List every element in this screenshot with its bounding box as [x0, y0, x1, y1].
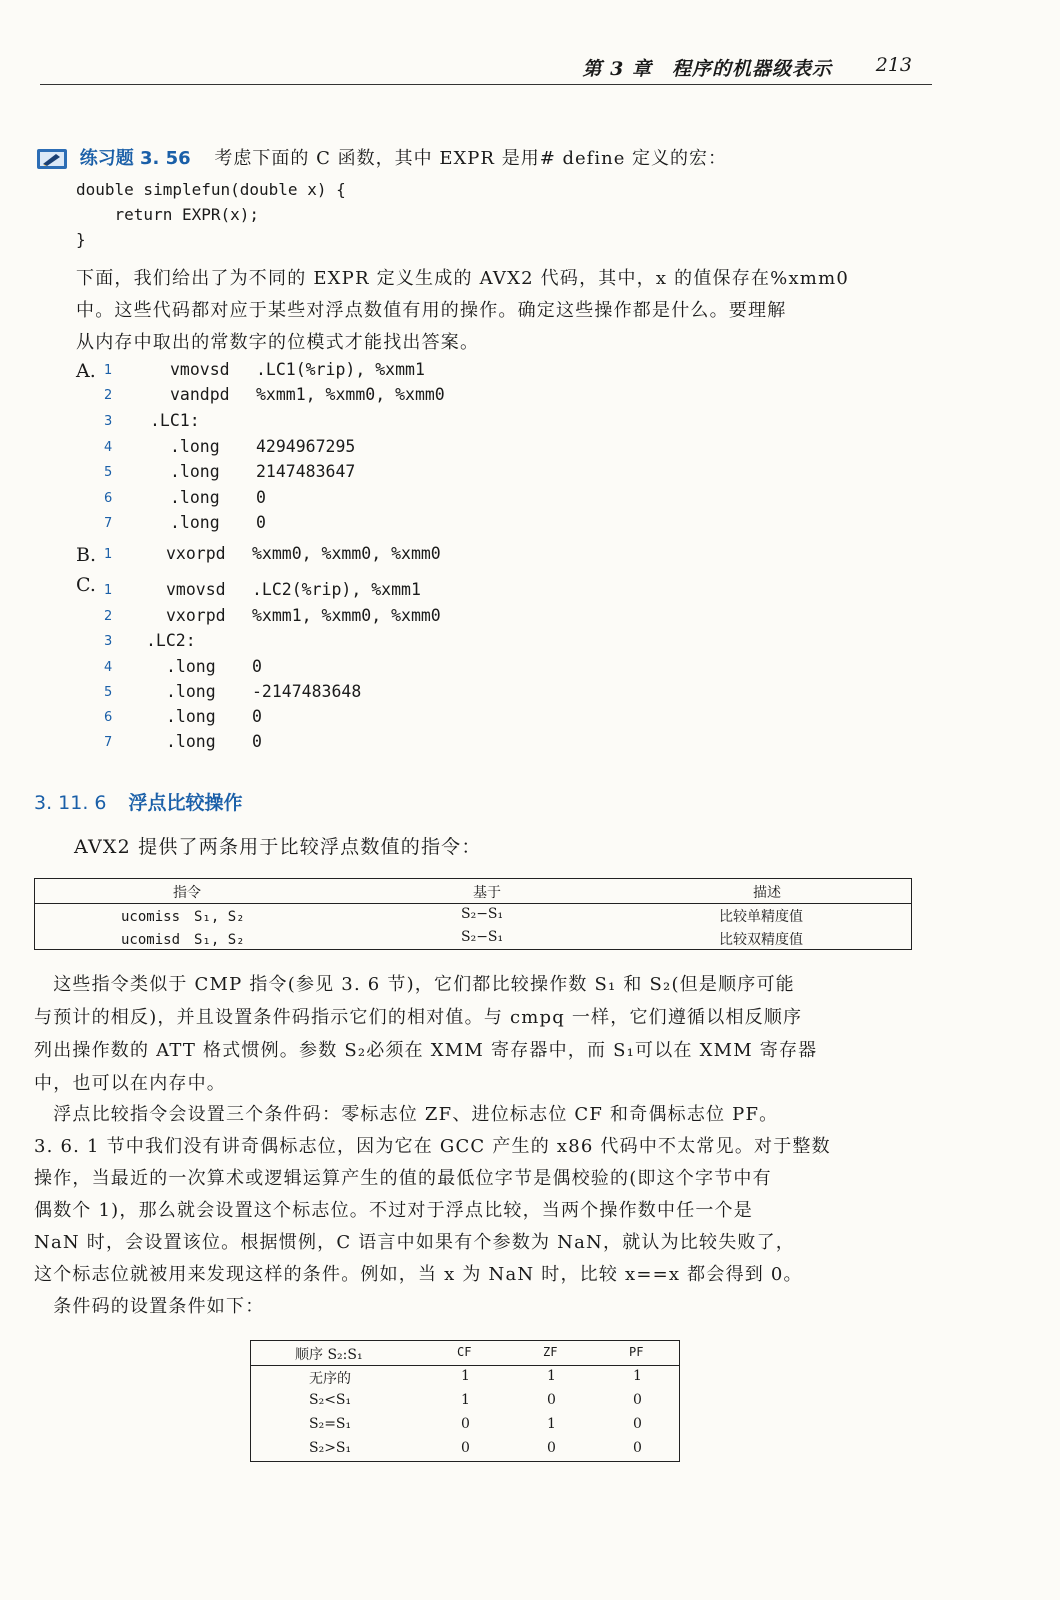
chapter-title: 第 3 章 程序的机器级表示 — [582, 58, 832, 80]
asm-args: 0 — [256, 513, 266, 532]
asm-op: .long — [166, 682, 216, 701]
table-header: CF — [457, 1345, 472, 1359]
table-header-row — [35, 879, 911, 904]
table-header: ZF — [543, 1345, 558, 1359]
table-cell: 比较单精度值 — [719, 909, 803, 925]
asm-args: 0 — [252, 707, 262, 726]
condition-code-table — [250, 1340, 680, 1462]
table-cell: S₂−S₁ — [461, 929, 504, 945]
line-number: 7 — [104, 735, 113, 750]
asm-op: .long — [170, 513, 220, 532]
pencil-exercise-icon — [36, 147, 68, 171]
table-cell: 1 — [461, 1392, 470, 1408]
table-cell: 0 — [547, 1392, 556, 1408]
asm-args: 4294967295 — [256, 437, 356, 456]
table-cell: ucomiss S₁, S₂ — [121, 909, 245, 925]
table-cell: 1 — [547, 1368, 556, 1384]
asm-args: -2147483648 — [252, 682, 362, 701]
table-cell: 1 — [633, 1368, 642, 1384]
listing-letter: A. — [76, 360, 96, 382]
section-intro: AVX2 提供了两条用于比较浮点数值的指令： — [74, 836, 482, 858]
exercise-heading — [36, 144, 727, 171]
asm-args: .LC1(%rip), %xmm1 — [256, 360, 425, 379]
listing-letter: B. — [76, 544, 97, 566]
asm-op: vmovsd — [166, 580, 226, 599]
line-number: 7 — [104, 516, 113, 531]
table-cell: 0 — [461, 1440, 470, 1456]
body-line: 这个标志位就被用来发现这样的条件。例如，当 x 为 NaN 时，比较 x==x 都会得到 0。 — [34, 1264, 803, 1285]
asm-op: .long — [166, 732, 216, 751]
code-line: } — [76, 230, 86, 249]
asm-args: .LC2(%rip), %xmm1 — [252, 580, 421, 599]
section-number: 3. 11. 6 — [34, 792, 107, 814]
table-header: 描述 — [753, 885, 781, 901]
asm-op: .long — [166, 707, 216, 726]
body-line: 浮点比较指令会设置三个条件码：零标志位 ZF、进位标志位 CF 和奇偶标志位 PF。 — [34, 1104, 779, 1125]
table-header: 基于 — [473, 885, 501, 901]
line-number: 5 — [104, 465, 113, 480]
body-line: 3. 6. 1 节中我们没有讲奇偶标志位，因为它在 GCC 产生的 x86 代码中不太常见。对于整数 — [34, 1136, 831, 1157]
body-line: 操作，当最近的一次算术或逻辑运算产生的值的最低位字节是偶校验的(即这个字节中有 — [34, 1168, 772, 1189]
table-header: 顺序 S₂:S₁ — [295, 1347, 363, 1363]
table-cell: 1 — [547, 1416, 556, 1432]
table-cell: S₂=S₁ — [309, 1416, 352, 1432]
table-cell: ucomisd S₁, S₂ — [121, 932, 245, 948]
exercise-intro-line: 下面，我们给出了为不同的 EXPR 定义生成的 AVX2 代码，其中，x 的值保存在%xmm0 — [76, 268, 849, 289]
line-number: 1 — [104, 547, 113, 562]
line-number: 2 — [104, 609, 113, 624]
body-line: NaN 时，会设置该位。根据惯例，C 语言中如果有个参数为 NaN，就认为比较失败了， — [34, 1232, 795, 1253]
listing-letter: C. — [76, 574, 96, 596]
table-cell: 0 — [547, 1440, 556, 1456]
code-line: return EXPR(x); — [76, 205, 260, 224]
table-cell: 1 — [461, 1368, 470, 1384]
table-header: 指令 — [173, 885, 201, 901]
exercise-intro-line: 从内存中取出的常数字的位模式才能找出答案。 — [76, 332, 480, 353]
line-number: 6 — [104, 710, 113, 725]
table-cell: S₂−S₁ — [461, 906, 504, 922]
exercise-description: 考虑下面的 C 函数，其中 EXPR 是用# define 定义的宏： — [214, 148, 728, 169]
asm-op: vxorpd — [166, 606, 226, 625]
asm-op: .long — [170, 437, 220, 456]
table-cell: S₂<S₁ — [309, 1392, 352, 1408]
running-header — [40, 50, 932, 85]
asm-op: .long — [170, 462, 220, 481]
body-line: 条件码的设置条件如下： — [34, 1296, 265, 1317]
line-number: 1 — [104, 583, 113, 598]
instruction-table — [34, 878, 912, 950]
asm-args: 0 — [256, 488, 266, 507]
asm-label: .LC1: — [150, 411, 200, 430]
asm-args: %xmm1, %xmm0, %xmm0 — [252, 606, 441, 625]
line-number: 4 — [104, 440, 113, 455]
line-number: 3 — [104, 634, 113, 649]
body-line: 与预计的相反)，并且设置条件码指示它们的相对值。与 cmpq 一样，它们遵循以相反顺序 — [34, 1007, 803, 1028]
asm-args: 0 — [252, 657, 262, 676]
asm-args: %xmm1, %xmm0, %xmm0 — [256, 385, 445, 404]
table-header-row — [251, 1341, 679, 1366]
line-number: 2 — [104, 388, 113, 403]
body-line: 列出操作数的 ATT 格式惯例。参数 S₂必须在 XMM 寄存器中，而 S₁可以在 XMM 寄存器 — [34, 1040, 818, 1061]
line-number: 6 — [104, 491, 113, 506]
body-line: 中，也可以在内存中。 — [34, 1073, 226, 1094]
asm-args: 0 — [252, 732, 262, 751]
asm-op: vandpd — [170, 385, 230, 404]
body-line: 这些指令类似于 CMP 指令(参见 3. 6 节)，它们都比较操作数 S₁ 和 S₂(但是顺序可能 — [34, 974, 795, 995]
section-heading — [34, 788, 243, 815]
asm-args: %xmm0, %xmm0, %xmm0 — [252, 544, 441, 563]
line-number: 4 — [104, 660, 113, 675]
asm-op: vmovsd — [170, 360, 230, 379]
line-number: 5 — [104, 685, 113, 700]
section-title: 浮点比较操作 — [128, 792, 243, 814]
asm-op: .long — [166, 657, 216, 676]
table-cell: 比较双精度值 — [719, 932, 803, 948]
table-cell: 无序的 — [309, 1371, 351, 1387]
code-line: double simplefun(double x) { — [76, 180, 346, 199]
table-header: PF — [629, 1345, 644, 1359]
line-number: 1 — [104, 363, 113, 378]
page-number: 213 — [875, 54, 912, 76]
table-cell: 0 — [633, 1440, 642, 1456]
exercise-intro-line: 中。这些代码都对应于某些对浮点数值有用的操作。确定这些操作都是什么。要理解 — [76, 300, 787, 321]
table-cell: 0 — [633, 1416, 642, 1432]
asm-op: .long — [170, 488, 220, 507]
table-cell: 0 — [633, 1392, 642, 1408]
asm-label: .LC2: — [146, 631, 196, 650]
table-cell: S₂>S₁ — [309, 1440, 352, 1456]
exercise-label: 练习题 3. 56 — [79, 148, 191, 169]
line-number: 3 — [104, 414, 113, 429]
table-cell: 0 — [461, 1416, 470, 1432]
body-line: 偶数个 1)，那么就会设置这个标志位。不过对于浮点比较，当两个操作数中任一个是 — [34, 1200, 753, 1221]
asm-args: 2147483647 — [256, 462, 356, 481]
asm-op: vxorpd — [166, 544, 226, 563]
